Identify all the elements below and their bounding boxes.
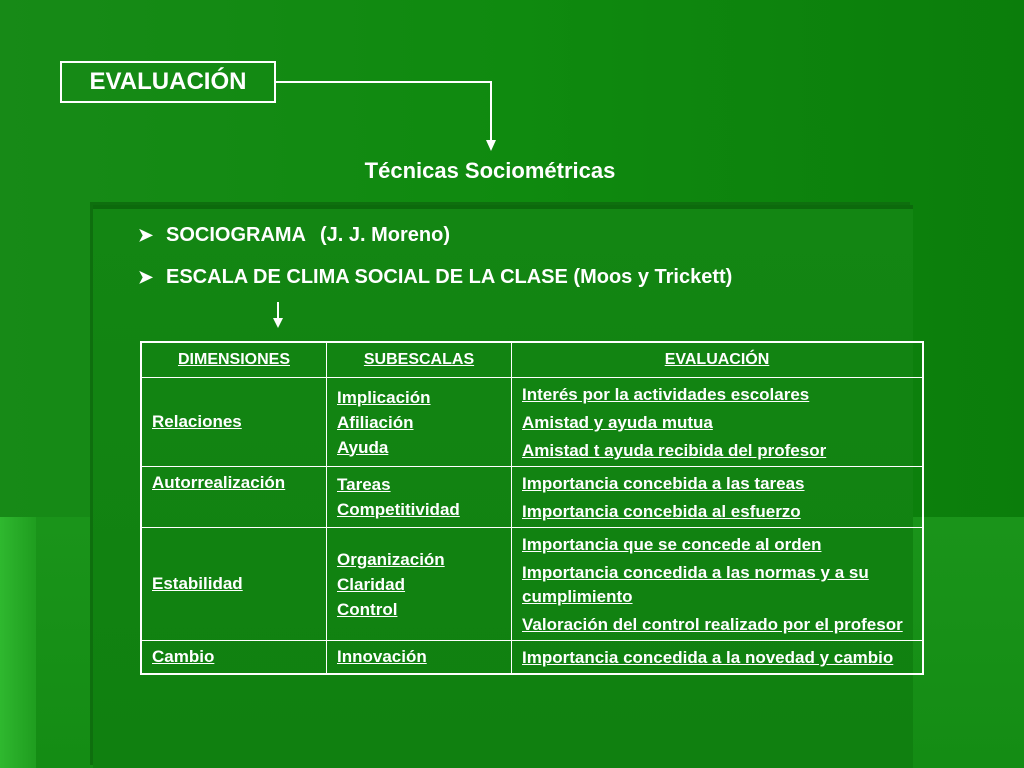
table-row bbox=[141, 641, 923, 675]
bullet-text-extra: (J. J. Moreno) bbox=[320, 224, 451, 246]
evaluation-cell: Importancia concedida a la novedad y cambio bbox=[512, 641, 924, 675]
bullet-arrow-icon: ➤ bbox=[138, 225, 154, 245]
bullet-text-main: ESCALA DE CLIMA SOCIAL DE LA CLASE (Moos y Trickett) bbox=[166, 266, 733, 288]
dimension-cell: Estabilidad bbox=[141, 528, 327, 641]
evaluation-title: EVALUACIÓN bbox=[89, 68, 247, 95]
dimensions-table bbox=[140, 341, 924, 675]
evaluation-cell: Importancia concebida a las tareas Importancia concebida al esfuerzo bbox=[512, 467, 924, 528]
subscale-cell: Innovación bbox=[327, 641, 512, 675]
header-evaluacion: EVALUACIÓN bbox=[512, 342, 924, 378]
bullet-arrow-icon: ➤ bbox=[138, 267, 154, 287]
evaluation-cell: Interés por la actividades escolares Amistad y ayuda mutua Amistad t ayuda recibida del profesor bbox=[512, 378, 924, 467]
bullet-text-main: SOCIOGRAMA bbox=[166, 224, 306, 246]
table-header-row bbox=[141, 342, 923, 378]
title-to-subtitle-arrow bbox=[276, 82, 496, 151]
header-dimensiones: DIMENSIONES bbox=[141, 342, 327, 378]
dimension-cell: Cambio bbox=[141, 641, 327, 675]
bullet-item-escala bbox=[138, 266, 732, 289]
dimension-cell: Relaciones bbox=[141, 378, 327, 467]
subscale-cell: Organización Claridad Control bbox=[327, 528, 512, 641]
subtitle: Técnicas Sociométricas bbox=[364, 158, 616, 183]
table-row bbox=[141, 378, 923, 467]
subscale-cell: Implicación Afiliación Ayuda bbox=[327, 378, 512, 467]
evaluation-cell: Importancia que se concede al orden Importancia concedida a las normas y a su cumplimiento Valoración del control realizado por el profesor bbox=[512, 528, 924, 641]
bullet-to-table-arrow bbox=[273, 302, 283, 328]
table-row bbox=[141, 467, 923, 528]
bullet-item-sociograma bbox=[138, 224, 450, 247]
subscale-cell: Tareas Competitividad bbox=[327, 467, 512, 528]
header-subescalas: SUBESCALAS bbox=[327, 342, 512, 378]
table-row bbox=[141, 528, 923, 641]
dimension-cell: Autorrealización bbox=[141, 467, 327, 528]
